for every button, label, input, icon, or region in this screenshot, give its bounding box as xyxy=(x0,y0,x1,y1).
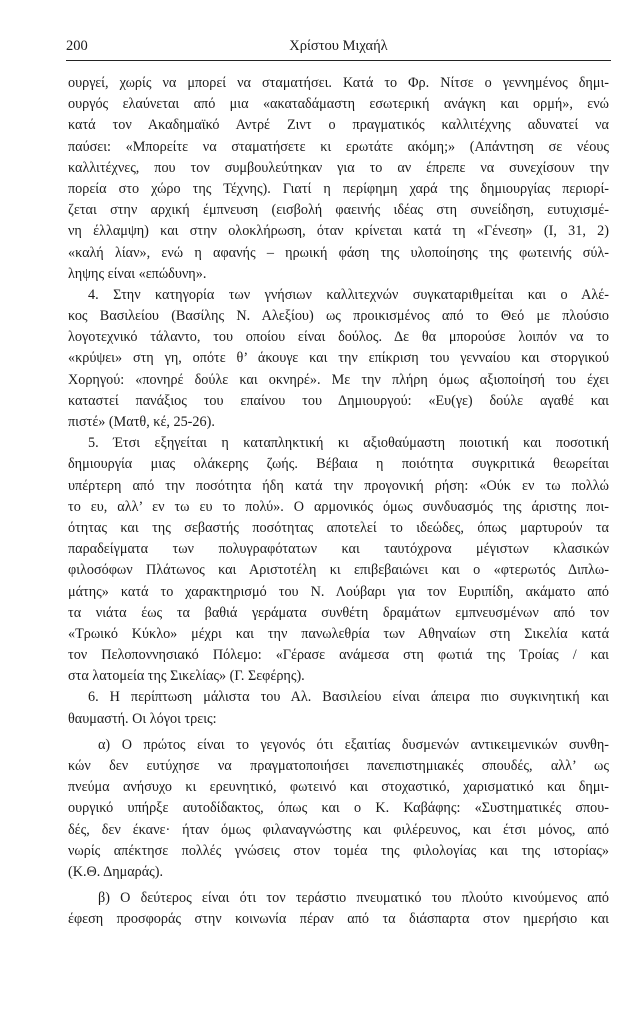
text-line: κατά τον Ακαδημαϊκό Αντρέ Ζιντ ο πραγματικός καλλιτέχνης αδυνατεί να xyxy=(68,117,609,134)
text-line: «κρύψει» στη γη, οπότε θ’ άκουγε και την επίκριση του γενναίου και στοργικού xyxy=(68,350,609,367)
text-line: ουργεί, χωρίς να μπορεί να σταματήσει. Κατά το Φρ. Νίτσε ο γεννημένος δημι- xyxy=(68,75,609,91)
text-line: ουργός ελαύνεται από μια «ακαταδάμαστη εσωτερική ανάγκη και ορμή», ενώ xyxy=(68,96,609,113)
text-line: καλλιτέχνες, που τον συμβουλεύτηκαν για το αν έπρεπε να συνεχίσουν την xyxy=(68,159,609,176)
text-line: κών δεν ευτύχησε να πραγματοποιήσει πανεπιστημιακές σπουδές, αλλ’ ως xyxy=(68,758,609,774)
paragraph-4-start: 4. Στην κατηγορία των γνήσιων καλλιτεχνών συγκαταριθμείται και ο Αλέ- xyxy=(88,286,609,303)
text-line: πορεία στο χώρο της Τέχνης). Γιατί η περίφημη χαρά της δημιουργίας περιορί- xyxy=(68,180,609,197)
text-line: ζεται στην αρχική έμπνευση (εισβολή φαεινής ιδέας στη συνείδηση, ευτυχισμέ- xyxy=(68,202,609,219)
text-line: τα νιάτα έως τα βαθιά γεράματα συνθέτη δραμάτων εμπνευσμένων από τον xyxy=(68,604,609,621)
text-line: νωρίς απέκτησε πολλές γνώσεις στον τομέα της φιλολογίας και της ιστορίας» xyxy=(68,842,609,859)
text-line: στα λατομεία της Σικελίας» (Γ. Σεφέρης). xyxy=(68,668,305,685)
running-head-author: Χρίστου Μιχαήλ xyxy=(289,38,388,54)
text-line: «Τρωικό Κύκλο» μέχρι και την πανωλεθρία των Αθηναίων στη Σικελία κατά xyxy=(68,625,609,642)
page-header xyxy=(66,38,611,61)
text-line: θαυμαστή. Οι λόγοι τρεις: xyxy=(68,710,217,727)
text-line: φιλοσόφων Πλάτωνος και Αριστοτέλη κι επιβεβαιώνει και ο «φτερωτός Διπλω- xyxy=(68,562,609,579)
paragraph-6-start: 6. Η περίπτωση μάλιστα του Αλ. Βασιλείου είναι άπειρα πιο συγκινητική και xyxy=(88,689,609,706)
text-line: «καλή λίαν», ενώ η αφανής – ηρωική φάση της υλοποίησης της φωτεινής σύλ- xyxy=(68,244,609,261)
text-line: κος Βασιλείου (Βασίλης Ν. Αλεξίου) ως προικισμένος από το Θεό με πλούσιο xyxy=(68,308,609,325)
paragraph-5-start: 5. Έτσι εξηγείται η καταπληκτική κι αξιοθαύμαστη ποιοτική και ποσοτική xyxy=(88,435,609,452)
text-line: πιστέ» (Ματθ, κέ, 25-26). xyxy=(68,414,215,430)
text-line: ληψης είναι «επώδυνη». xyxy=(68,265,207,282)
text-line: λογοτεχνικό τάλαντο, του οποίου είναι δούλος. Δε θα μπορούσε λοιπόν να το xyxy=(68,329,609,346)
point-a-start: α) Ο πρώτος είναι το γεγονός ότι εξαιτίας δυσμενών αντικειμενικών συνθη- xyxy=(98,736,609,753)
text-line: υπέρτερη από την ποσότητα ήδη κατά την προγονική ρήση: «Ούκ εν τω πολλώ xyxy=(68,477,609,494)
text-line: (Κ.Θ. Δημαράς). xyxy=(68,863,164,880)
text-line: μάτης» κατά το χαρακτηρισμό του Ν. Λούβαρι για τον Ευριπίδη, ακάματο από xyxy=(68,583,609,600)
point-b-start: β) Ο δεύτερος είναι ότι τον τεράστιο πνευματικό του πλούτο κινούμενος από xyxy=(98,890,609,907)
text-line: ότητας και της σεβαστής ποσότητας αποτελεί το ιδεώδες, όπως μαρτυρούν τα xyxy=(68,519,609,536)
text-line: καταστεί πανάξιος του επαίνου του Δημιουργού: «Ευ(γε) δούλε αγαθέ και xyxy=(68,392,609,409)
text-line: νη έλλαμψη) και στην ολοκλήρωση, όταν κρίνεται κατά τη «Γένεση» (Ι, 31, 2) xyxy=(68,223,609,240)
text-line: το ευ, αλλ’ εν τω ευ το πολύ». Ο αρμονικός όμως συνδυασμός της άριστης ποι- xyxy=(68,498,609,515)
body-text xyxy=(68,73,609,931)
text-line: έφεση προσφοράς στην κοινωνία πέραν από τα διάσπαρτα στον ημερήσιο και xyxy=(68,911,609,928)
text-line: ουργικό υπήρξε αυτοδίδακτος, όπως και ο Κ. Καβάφης: «Συστηματικές σπου- xyxy=(68,800,609,817)
text-line: παραδείγματα των πολυγραφότατων και ταυτόχρονα μέγιστων κλασικών xyxy=(68,541,609,558)
text-line: δές, δεν έκανε· ήταν όμως φιλαναγνώστης και φιλέρευνος, και έτσι μόνος, από xyxy=(68,821,609,838)
text-line: πνεύμα ανήσυχο κι ερευνητικό, φωτεινό και στοχαστικό, χαρισματικό και δημι- xyxy=(68,779,609,796)
text-line: Χορηγού: «πονηρέ δούλε και οκνηρέ». Με την πλήρη όμως αξιοποίησή του έχει xyxy=(68,371,609,388)
page-number: 200 xyxy=(66,38,88,54)
text-line: παύσει: «Μπορείτε να σταματήσετε κι ερωτάτε ακόμη;» (Απάντηση σε νέους xyxy=(68,138,609,155)
text-line: τον Πελοποννησιακό Πόλεμο: «Γέρασε ανάμεσα στη φωτιά της Τροίας / και xyxy=(68,647,609,664)
text-line: δημιουργία μιας ολάκερης ζωής. Βέβαια η ποιότητα συγκριτικά θεωρείται xyxy=(68,456,609,473)
